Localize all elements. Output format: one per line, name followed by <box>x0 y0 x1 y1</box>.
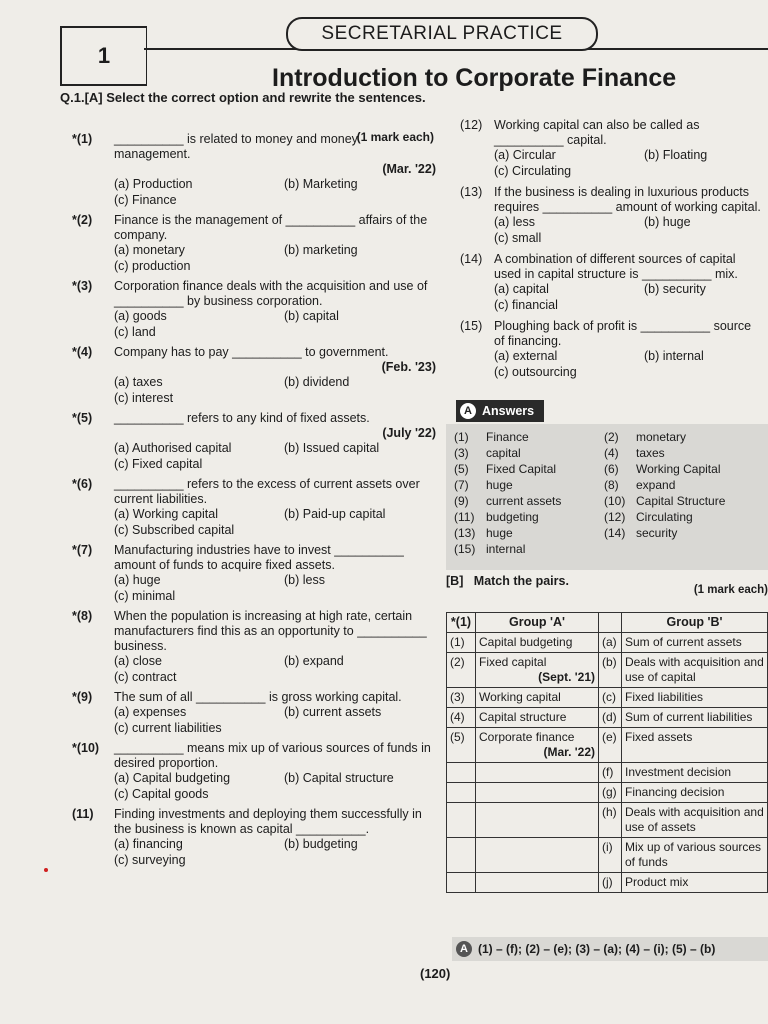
red-mark <box>44 868 48 872</box>
option: (c) contract <box>114 670 177 684</box>
group-b-text: Fixed liabilities <box>622 688 768 708</box>
group-b-letter: (h) <box>599 803 622 838</box>
question-item <box>456 319 762 380</box>
question-number: (13) <box>460 185 483 199</box>
table-row <box>447 763 768 783</box>
group-b-header: Group 'B' <box>622 613 768 633</box>
match-pairs-table <box>446 612 768 893</box>
group-a-cell <box>476 763 599 783</box>
option: (b) budgeting <box>284 837 358 851</box>
group-a-cell <box>476 873 599 893</box>
question-item <box>70 741 436 802</box>
group-a-cell <box>476 803 599 838</box>
answer-number: (7) <box>454 478 469 492</box>
question-number: *(2) <box>72 213 93 227</box>
question-number: *(1) <box>72 132 93 146</box>
answer-a-icon: A <box>460 403 476 419</box>
group-a-cell <box>476 708 599 728</box>
question-number: (11) <box>72 807 94 821</box>
answer-value: security <box>636 526 678 540</box>
option: (a) Working capital <box>114 507 218 521</box>
option: (a) Circular <box>494 148 556 162</box>
group-b-text: Deals with acquisition and use of capital <box>622 653 768 688</box>
group-a-number <box>447 783 476 803</box>
answer-number: (5) <box>454 462 469 476</box>
answer-item <box>604 462 764 476</box>
answer-item <box>454 430 604 444</box>
question-item <box>70 807 436 868</box>
group-a-number: (2) <box>447 653 476 688</box>
question-item <box>70 609 436 685</box>
option: (a) Authorised capital <box>114 441 232 455</box>
question-number: *(5) <box>72 411 93 425</box>
option: (b) Paid-up capital <box>284 507 386 521</box>
option: (c) minimal <box>114 589 176 603</box>
option-list <box>114 177 436 208</box>
group-b-text: Sum of current liabilities <box>622 708 768 728</box>
option: (c) Fixed capital <box>114 457 203 471</box>
question-text: __________ refers to the excess of current assets over current liabilities. <box>114 477 420 506</box>
question-number: *(10) <box>72 741 100 755</box>
table-row <box>447 803 768 838</box>
group-b-text: Sum of current assets <box>622 633 768 653</box>
group-a-header: Group 'A' <box>476 613 599 633</box>
group-a-number <box>447 803 476 838</box>
group-a-cell <box>476 653 599 688</box>
option-list <box>114 771 436 802</box>
option: (b) Capital structure <box>284 771 394 785</box>
option: (a) external <box>494 349 558 363</box>
group-a-cell <box>476 728 599 763</box>
answer-number: (4) <box>604 446 619 460</box>
answer-value: huge <box>486 526 513 540</box>
group-b-letter: (f) <box>599 763 622 783</box>
answers-label: Answers <box>482 404 535 418</box>
match-num-header: *(1) <box>447 613 476 633</box>
question-number: *(6) <box>72 477 93 491</box>
option-list <box>494 349 762 380</box>
section-a-label: Q.1.[A] <box>60 90 103 105</box>
answer-number: (2) <box>604 430 619 444</box>
answer-a-icon: A <box>456 941 472 957</box>
question-item <box>70 213 436 274</box>
option: (a) Production <box>114 177 193 191</box>
option: (b) Issued capital <box>284 441 380 455</box>
option-list <box>114 507 436 538</box>
group-a-cell <box>476 838 599 873</box>
exam-reference: (Feb. '23) <box>381 360 436 374</box>
option-list <box>114 837 436 868</box>
section-b-marks: (1 mark each) <box>693 584 768 596</box>
exam-reference: (Mar. '22) <box>382 162 436 176</box>
section-a-heading <box>60 90 440 144</box>
group-b-letter: (a) <box>599 633 622 653</box>
answer-value: Capital Structure <box>636 494 726 508</box>
question-text: The sum of all __________ is gross working capital. <box>114 690 402 704</box>
option: (b) current assets <box>284 705 382 719</box>
exam-reference: (Sept. '21) <box>538 670 595 684</box>
option: (c) current liabilities <box>114 721 222 735</box>
option: (c) financial <box>494 298 558 312</box>
answer-number: (14) <box>604 526 626 540</box>
match-answer-text: (1) – (f); (2) – (e); (3) – (a); (4) – (i); (5) – (b) <box>478 942 716 956</box>
question-text: Working capital can also be called as __________ capital. <box>494 118 700 147</box>
group-a-cell <box>476 633 599 653</box>
page-number: (120) <box>420 966 451 981</box>
option: (b) security <box>644 282 706 296</box>
question-text: A combination of different sources of capital used in capital structure is __________ mix. <box>494 252 738 281</box>
question-text: Finding investments and deploying them successfully in the business is known as capital __________. <box>114 807 422 836</box>
option: (a) monetary <box>114 243 185 257</box>
table-row <box>447 653 768 688</box>
answer-item <box>454 526 604 540</box>
question-item <box>70 279 436 340</box>
group-a-number: (3) <box>447 688 476 708</box>
answer-value: Working Capital <box>636 462 721 476</box>
option-list <box>114 441 436 472</box>
question-number: (15) <box>460 319 483 333</box>
option: (b) dividend <box>284 375 350 389</box>
group-a-number <box>447 873 476 893</box>
option: (c) production <box>114 259 191 273</box>
group-b-letter: (b) <box>599 653 622 688</box>
answer-number: (8) <box>604 478 619 492</box>
option: (b) Marketing <box>284 177 358 191</box>
option-list <box>494 148 762 179</box>
option: (a) financing <box>114 837 183 851</box>
question-text: Corporation finance deals with the acquisition and use of __________ by business corporation. <box>114 279 428 308</box>
exam-reference: (Mar. '22) <box>543 745 595 759</box>
answer-number: (13) <box>454 526 476 540</box>
question-number: (14) <box>460 252 483 266</box>
section-a-instruction: Select the correct option and rewrite the sentences. <box>106 90 426 105</box>
option: (a) close <box>114 654 162 668</box>
question-item <box>70 690 436 736</box>
group-a-number <box>447 838 476 873</box>
section-b-title: Match the pairs. <box>473 574 569 588</box>
group-a-text: Fixed capital <box>479 655 547 669</box>
group-a-number <box>447 763 476 783</box>
answer-number: (3) <box>454 446 469 460</box>
group-a-cell <box>476 783 599 803</box>
group-b-letter: (i) <box>599 838 622 873</box>
option: (c) outsourcing <box>494 365 577 379</box>
answer-item <box>454 462 604 476</box>
answer-number: (9) <box>454 494 469 508</box>
answer-item <box>604 494 764 508</box>
option: (c) interest <box>114 391 174 405</box>
question-item <box>70 132 436 208</box>
answer-number: (1) <box>454 430 469 444</box>
group-b-text: Deals with acquisition and use of assets <box>622 803 768 838</box>
question-item <box>70 477 436 538</box>
option: (b) internal <box>644 349 704 363</box>
answer-item <box>454 542 604 556</box>
chapter-number: 1 <box>60 26 147 86</box>
option: (a) expenses <box>114 705 187 719</box>
question-number: *(3) <box>72 279 93 293</box>
question-text: __________ refers to any kind of fixed assets. <box>114 411 370 425</box>
answer-value: monetary <box>636 430 687 444</box>
option: (b) marketing <box>284 243 358 257</box>
answer-value: Finance <box>486 430 529 444</box>
question-item <box>456 118 762 179</box>
option: (c) Subscribed capital <box>114 523 235 537</box>
option: (a) goods <box>114 309 167 323</box>
table-row <box>447 873 768 893</box>
question-number: (12) <box>460 118 483 132</box>
option: (b) capital <box>284 309 339 323</box>
left-question-column <box>70 132 436 873</box>
question-item <box>70 345 436 406</box>
table-row <box>447 633 768 653</box>
option: (c) Finance <box>114 193 177 207</box>
chapter-title: Introduction to Corporate Finance <box>272 64 677 92</box>
answer-value: internal <box>486 542 526 556</box>
option: (b) less <box>284 573 325 587</box>
answer-number: (11) <box>454 510 475 524</box>
answer-item <box>454 510 604 524</box>
group-a-text: Capital structure <box>479 710 567 724</box>
group-a-text: Working capital <box>479 690 561 704</box>
answers-tag <box>456 400 544 422</box>
question-text: __________ is related to money and money management. <box>114 132 358 161</box>
question-text: Manufacturing industries have to invest __________ amount of funds to acquire fixed assets. <box>114 543 404 572</box>
answer-item <box>604 510 764 524</box>
table-row <box>447 838 768 873</box>
option-list <box>114 654 436 685</box>
question-item <box>70 543 436 604</box>
answer-value: Fixed Capital <box>486 462 557 476</box>
group-b-letter: (d) <box>599 708 622 728</box>
answer-value: budgeting <box>486 510 539 524</box>
answer-number: (6) <box>604 462 619 476</box>
option-list <box>114 705 436 736</box>
answer-item <box>604 526 764 540</box>
option: (b) expand <box>284 654 344 668</box>
section-b-heading <box>446 574 768 596</box>
answer-number: (12) <box>604 510 626 524</box>
group-b-letter: (e) <box>599 728 622 763</box>
question-number: *(7) <box>72 543 93 557</box>
answer-item <box>454 446 604 460</box>
question-item <box>70 411 436 472</box>
question-item <box>456 185 762 246</box>
question-number: *(9) <box>72 690 93 704</box>
answer-number: (15) <box>454 542 476 556</box>
answer-number: (10) <box>604 494 626 508</box>
question-text: If the business is dealing in luxurious products requires __________ amount of working capital. <box>494 185 761 214</box>
group-a-number: (4) <box>447 708 476 728</box>
section-b-label: [B] <box>446 574 464 588</box>
answer-item <box>604 446 764 460</box>
table-row <box>447 728 768 763</box>
option-list <box>494 282 762 313</box>
subject-title: SECRETARIAL PRACTICE <box>286 17 598 51</box>
group-b-letter: (g) <box>599 783 622 803</box>
option: (b) Floating <box>644 148 708 162</box>
answer-value: current assets <box>486 494 562 508</box>
match-answer-line <box>452 937 768 961</box>
option: (c) surveying <box>114 853 186 867</box>
option: (b) huge <box>644 215 691 229</box>
group-a-text: Capital budgeting <box>479 635 573 649</box>
answer-value: taxes <box>636 446 665 460</box>
group-b-text: Product mix <box>622 873 768 893</box>
group-b-text: Mix up of various sources of funds <box>622 838 768 873</box>
option-list <box>494 215 762 246</box>
option: (a) taxes <box>114 375 163 389</box>
group-b-text: Fixed assets <box>622 728 768 763</box>
question-text: Ploughing back of profit is __________ source of financing. <box>494 319 752 348</box>
option: (c) Circulating <box>494 164 572 178</box>
answer-value: expand <box>636 478 676 492</box>
answer-item <box>604 478 764 492</box>
exam-reference: (July '22) <box>382 426 436 440</box>
table-row <box>447 708 768 728</box>
option-list <box>114 309 436 340</box>
option-list <box>114 573 436 604</box>
option: (c) land <box>114 325 156 339</box>
question-text: Finance is the management of __________ affairs of the company. <box>114 213 428 242</box>
question-text: When the population is increasing at high rate, certain manufacturers find this as an opportunity to __________ business. <box>114 609 427 653</box>
table-row <box>447 688 768 708</box>
question-number: *(8) <box>72 609 93 623</box>
group-b-letter: (j) <box>599 873 622 893</box>
option: (a) less <box>494 215 535 229</box>
option: (c) small <box>494 231 542 245</box>
option: (a) Capital budgeting <box>114 771 231 785</box>
answer-item <box>604 430 764 444</box>
answer-value: huge <box>486 478 513 492</box>
answer-value: capital <box>486 446 521 460</box>
group-b-letter: (c) <box>599 688 622 708</box>
letter-header <box>599 613 622 633</box>
table-row <box>447 783 768 803</box>
option-list <box>114 243 436 274</box>
answer-value: Circulating <box>636 510 693 524</box>
group-b-text: Investment decision <box>622 763 768 783</box>
answer-item <box>454 494 604 508</box>
group-a-text: Corporate finance <box>479 730 575 744</box>
question-text: Company has to pay __________ to government. <box>114 345 389 359</box>
option-list <box>114 375 436 406</box>
group-a-number: (5) <box>447 728 476 763</box>
section-a-marks: (1 mark each) <box>356 130 434 144</box>
answer-grid <box>454 430 764 556</box>
group-a-number: (1) <box>447 633 476 653</box>
option: (a) capital <box>494 282 549 296</box>
option: (a) huge <box>114 573 161 587</box>
question-text: __________ means mix up of various sources of funds in desired proportion. <box>114 741 431 770</box>
right-question-column <box>456 118 762 386</box>
group-b-text: Financing decision <box>622 783 768 803</box>
question-item <box>456 252 762 313</box>
answer-item <box>454 478 604 492</box>
group-a-cell <box>476 688 599 708</box>
question-number: *(4) <box>72 345 93 359</box>
option: (c) Capital goods <box>114 787 209 801</box>
